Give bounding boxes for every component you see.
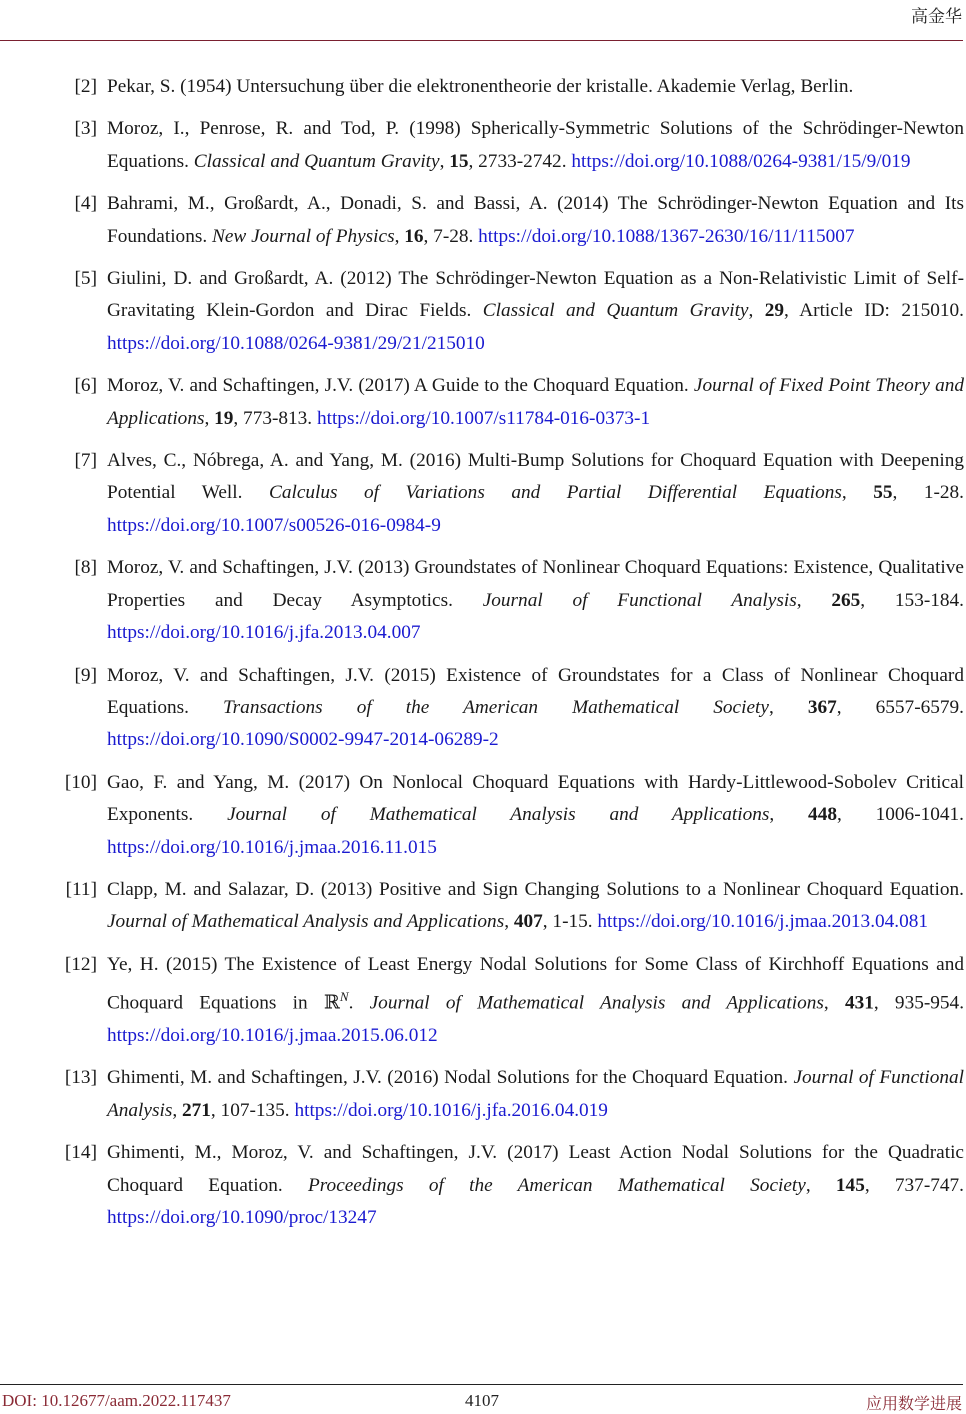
reference-item: [0, 1137, 966, 1234]
journal-title: Journal of Functional Analysis: [482, 589, 797, 611]
reference-text: .: [348, 992, 370, 1014]
reference-text: ,: [394, 225, 405, 247]
reference-text: , 1006-1041.: [836, 804, 964, 826]
doi-link[interactable]: https://doi.org/10.1090/S0002-9947-2014-06289-2: [107, 729, 499, 751]
reference-text: , 153-184.: [860, 589, 964, 611]
reference-text: , 2733-2742.: [468, 150, 572, 172]
volume-number: 271: [181, 1099, 211, 1121]
reference-number: [8]: [74, 557, 97, 579]
reference-number: [14]: [64, 1142, 97, 1164]
running-header-author: 高金华: [911, 7, 962, 27]
reference-text: ,: [172, 1099, 182, 1121]
doi-link[interactable]: https://doi.org/10.1016/j.jmaa.2015.06.012: [107, 1024, 438, 1046]
reference-item: [0, 1062, 966, 1127]
reference-text: Ye, H. (2015) The Existence of Least Energy Nodal Solutions for Some Class of Kirchhoff Equations and Choquard Equations in ℝ: [107, 953, 964, 1014]
volume-number: 431: [844, 992, 874, 1014]
reference-text: Ghimenti, M., Moroz, V. and Schaftingen, J.V. (2017) Least Action Nodal Solutions for the Quadratic Choquard Equation.: [107, 1142, 964, 1196]
reference-item: [0, 445, 966, 542]
reference-text: Moroz, I., Penrose, R. and Tod, P. (1998) Spherically-Symmetric Solutions of the Schrödinger-Newton Equations.: [107, 118, 964, 172]
reference-item: [0, 660, 966, 757]
journal-title: Journal of Mathematical Analysis and Applications: [369, 992, 824, 1014]
footer-rule: [0, 1384, 963, 1385]
reference-item: [0, 767, 966, 864]
doi-link[interactable]: https://doi.org/10.1088/0264-9381/15/9/019: [571, 150, 911, 172]
reference-number: [5]: [74, 268, 97, 290]
volume-number: 19: [214, 407, 234, 429]
volume-number: 448: [808, 804, 837, 826]
volume-number: 265: [831, 589, 861, 611]
journal-title: Journal of Mathematical Analysis and Applications: [107, 911, 505, 933]
reference-item: [0, 552, 966, 649]
reference-text: ,: [769, 804, 809, 826]
journal-title: Classical and Quantum Gravity: [482, 300, 749, 322]
reference-item: [0, 71, 966, 103]
reference-text: , 7-28.: [423, 225, 479, 247]
reference-text: Moroz, V. and Schaftingen, J.V. (2017) A Guide to the Choquard Equation.: [107, 375, 694, 397]
doi-link[interactable]: https://doi.org/10.1090/proc/13247: [107, 1207, 377, 1229]
reference-text: Bahrami, M., Großardt, A., Donadi, S. and Bassi, A. (2014) The Schrödinger-Newton Equation and Its Foundations.: [107, 193, 964, 247]
reference-text: , 107-135.: [210, 1099, 295, 1121]
reference-text: Gao, F. and Yang, M. (2017) On Nonlocal Choquard Equations with Hardy-Littlewood-Sobolev Critical Exponents.: [107, 771, 964, 826]
footer-doi: DOI: 10.12677/aam.2022.117437: [2, 1391, 231, 1410]
reference-item: [0, 874, 966, 939]
reference-text: , 1-28.: [892, 482, 964, 504]
reference-text: ,: [504, 911, 514, 933]
journal-title: Journal of Functional Analysis: [107, 1067, 964, 1121]
reference-item: [0, 263, 966, 360]
reference-text: Ghimenti, M. and Schaftingen, J.V. (2016) Nodal Solutions for the Choquard Equation.: [107, 1067, 794, 1089]
journal-title: Journal of Mathematical Analysis and Applications: [227, 804, 770, 826]
journal-title: Journal of Fixed Point Theory and Applications: [107, 375, 964, 429]
reference-text: ,: [768, 696, 808, 718]
reference-number: [10]: [64, 771, 97, 793]
journal-title: Classical and Quantum Gravity: [193, 150, 440, 172]
doi-link[interactable]: https://doi.org/10.1088/1367-2630/16/11/115007: [478, 225, 855, 247]
reference-text: ,: [748, 300, 765, 322]
reference-item: [0, 949, 966, 1053]
doi-link[interactable]: https://doi.org/10.1016/j.jfa.2016.04.019: [294, 1099, 608, 1121]
volume-number: 15: [449, 150, 469, 172]
reference-text: ,: [805, 1174, 836, 1196]
doi-link[interactable]: https://doi.org/10.1016/j.jmaa.2013.04.081: [597, 911, 929, 933]
reference-item: [0, 113, 966, 178]
volume-number: 145: [835, 1174, 865, 1196]
reference-text: ,: [823, 992, 845, 1014]
reference-number: [11]: [65, 878, 97, 900]
reference-number: [6]: [74, 375, 97, 397]
reference-item: [0, 188, 966, 253]
doi-link[interactable]: https://doi.org/10.1088/0264-9381/29/21/215010: [107, 332, 485, 354]
reference-number: [9]: [74, 664, 97, 686]
reference-text: Pekar, S. (1954) Untersuchung über die elektronentheorie der kristalle. Akademie Verlag, Berlin.: [107, 76, 854, 97]
journal-title: New Journal of Physics: [211, 225, 395, 247]
reference-text: Clapp, M. and Salazar, D. (2013) Positive and Sign Changing Solutions to a Nonlinear Choquard Equation.: [107, 878, 964, 900]
reference-text: ,: [796, 589, 832, 611]
header-rule: [0, 40, 963, 41]
volume-number: 16: [404, 225, 424, 247]
reference-item: [0, 370, 966, 435]
reference-text: , 773-813.: [233, 407, 317, 429]
reference-text: , 737-747.: [864, 1174, 964, 1196]
journal-title: Calculus of Variations and Partial Differential Equations: [268, 482, 842, 504]
reference-text: , 1-15.: [542, 911, 598, 933]
reference-text: ,: [439, 150, 450, 172]
superscript: N: [339, 989, 349, 1005]
volume-number: 407: [513, 911, 543, 933]
volume-number: 55: [873, 482, 893, 504]
reference-list: [0, 71, 966, 1244]
reference-text: Moroz, V. and Schaftingen, J.V. (2015) Existence of Groundstates for a Class of Nonlinear Choquard Equations.: [107, 664, 964, 718]
doi-link[interactable]: https://doi.org/10.1016/j.jmaa.2016.11.015: [107, 836, 437, 858]
doi-link[interactable]: https://doi.org/10.1007/s00526-016-0984-9: [107, 514, 441, 536]
reference-text: ,: [841, 482, 874, 504]
journal-title: Proceedings of the American Mathematical Society: [307, 1174, 806, 1196]
volume-number: 367: [807, 696, 837, 718]
reference-text: Giulini, D. and Großardt, A. (2012) The Schrödinger-Newton Equation as a Non-Relativistic Limit of Self-Gravitating Klein-Gordon and Dirac Fields.: [107, 268, 964, 322]
reference-text: Alves, C., Nóbrega, A. and Yang, M. (2016) Multi-Bump Solutions for Choquard Equation with Deepening Potential Well.: [107, 450, 964, 504]
volume-number: 29: [764, 300, 785, 322]
doi-link[interactable]: https://doi.org/10.1016/j.jfa.2013.04.007: [107, 622, 421, 644]
reference-number: [4]: [74, 193, 97, 215]
reference-number: [7]: [74, 450, 97, 472]
reference-text: Moroz, V. and Schaftingen, J.V. (2013) Groundstates of Nonlinear Choquard Equations: Existence, Qualitative Properties and Decay Asymptotics.: [107, 557, 964, 611]
reference-text: ,: [204, 407, 215, 429]
reference-number: [13]: [64, 1067, 97, 1089]
reference-number: [2]: [74, 76, 97, 97]
footer-journal-name: 应用数学进展: [865, 1394, 962, 1413]
reference-number: [12]: [64, 953, 97, 975]
reference-text: , 935-954.: [873, 992, 965, 1014]
page-number: 4107: [465, 1391, 499, 1410]
journal-title: Transactions of the American Mathematical Society: [223, 696, 769, 718]
reference-text: , Article ID: 215010.: [784, 300, 965, 322]
reference-text: , 6557-6579.: [836, 696, 965, 718]
doi-link[interactable]: https://doi.org/10.1007/s11784-016-0373-1: [316, 407, 651, 429]
reference-number: [3]: [74, 118, 97, 140]
